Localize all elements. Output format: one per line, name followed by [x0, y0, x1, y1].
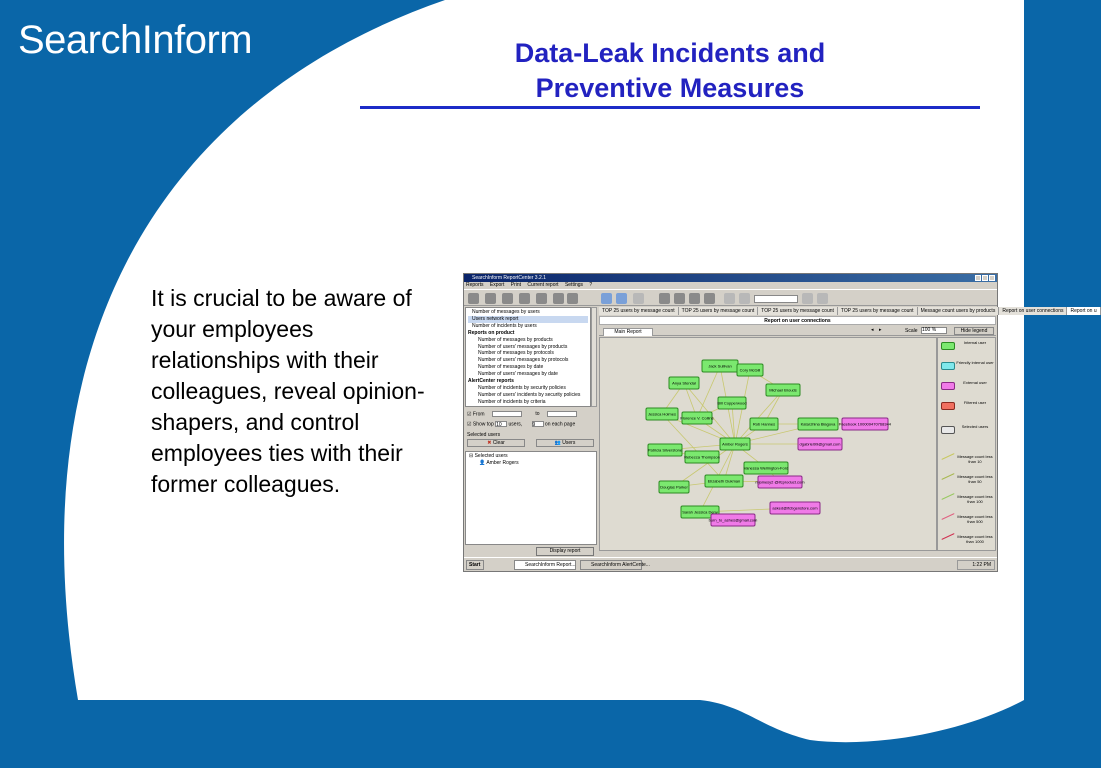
- close-icon[interactable]: [989, 275, 995, 281]
- clear-button[interactable]: [467, 439, 525, 447]
- graph-node-label: Jack Sullivan: [708, 363, 732, 369]
- network-graph: [599, 337, 937, 551]
- title-line-2: Preventive Measures: [535, 73, 805, 103]
- graph-node-label: Patricia Silverstone: [647, 447, 683, 453]
- scale-select[interactable]: 100 %: [921, 327, 947, 334]
- tree-item[interactable]: AlertCenter reports: [468, 378, 514, 385]
- graph-node-label: dgabriel99@gmail.com: [799, 441, 841, 447]
- graph-node[interactable]: [659, 481, 689, 493]
- forward-icon[interactable]: [616, 293, 627, 304]
- legend-swatch: [941, 342, 955, 350]
- tree-item[interactable]: Reports on product: [468, 329, 515, 336]
- graph-node[interactable]: [737, 364, 763, 376]
- group-label: Selected users: [474, 453, 508, 459]
- left-pane: [464, 307, 597, 557]
- report-icon[interactable]: [553, 293, 564, 304]
- to-date-field[interactable]: [547, 411, 577, 417]
- per-page-field[interactable]: 9: [532, 421, 544, 427]
- legend-swatch: [941, 453, 954, 460]
- tree-scrollbar[interactable]: [591, 307, 597, 407]
- report-title: Report on user connections: [599, 316, 996, 325]
- graph-node[interactable]: [648, 444, 683, 456]
- tree-item[interactable]: Number of users' incidents by security policies: [478, 391, 581, 398]
- display-report-button[interactable]: Display report: [536, 547, 594, 556]
- graph-node-label: Michael Brouds: [769, 387, 797, 393]
- zoom-icon[interactable]: [659, 293, 670, 304]
- report-icon[interactable]: [485, 293, 496, 304]
- report-icon[interactable]: [502, 293, 513, 304]
- toolbar: [464, 289, 997, 306]
- legend-label: Message count less than 50: [957, 474, 993, 484]
- tree-item[interactable]: Number of incidents by security policies: [478, 384, 566, 391]
- menu-export[interactable]: Export: [489, 282, 505, 288]
- report-icon[interactable]: [519, 293, 530, 304]
- scroll-left-icon[interactable]: ◂: [871, 327, 874, 333]
- graph-node[interactable]: [798, 438, 842, 450]
- graph-node-label: Rebecca Thompson: [684, 454, 720, 460]
- per-page-label: on each page: [544, 421, 576, 428]
- graph-node-label: Cory McGill: [739, 367, 761, 373]
- start-button[interactable]: Start: [466, 560, 484, 570]
- graph-node-label: Sarah Jessica Deny: [682, 509, 718, 515]
- graph-node[interactable]: [755, 476, 805, 488]
- prev-page-icon[interactable]: [739, 293, 750, 304]
- minimize-icon[interactable]: [975, 275, 981, 281]
- from-date-field[interactable]: [492, 411, 522, 417]
- chart-icon[interactable]: [704, 293, 715, 304]
- legend-swatch: [941, 493, 954, 500]
- taskbar-item-report[interactable]: SearchInform Report...: [514, 560, 576, 570]
- last-page-icon[interactable]: [817, 293, 828, 304]
- graph-node-label: Jessica Holmes: [647, 411, 677, 417]
- graph-node[interactable]: [702, 360, 738, 372]
- graph-node-label: Florence V. Collins: [680, 415, 714, 421]
- graph-node[interactable]: [646, 408, 678, 420]
- graph-node[interactable]: [744, 462, 789, 474]
- report-tab[interactable]: TOP 25 users by message count: [838, 307, 918, 315]
- graph-edge: [697, 366, 720, 418]
- menu-help[interactable]: ?: [589, 282, 593, 288]
- legend-label: Selected users: [961, 424, 989, 429]
- network-graph-svg: [600, 338, 938, 552]
- graph-node[interactable]: [680, 412, 713, 424]
- taskbar-item-alert[interactable]: SearchInform AlertCente...: [580, 560, 642, 570]
- show-top-label: Show top: [472, 421, 494, 428]
- legend-swatch: [941, 362, 955, 370]
- graph-node[interactable]: [717, 397, 746, 409]
- selected-users-group[interactable]: ⊟ Selected users: [469, 453, 508, 459]
- legend-swatch: [941, 533, 954, 540]
- report-tabs: [599, 307, 1097, 315]
- tree-item[interactable]: Number of incidents by users: [472, 322, 537, 329]
- next-page-icon[interactable]: [802, 293, 813, 304]
- clear-icon: ✖: [487, 440, 492, 446]
- zoom-icon[interactable]: [674, 293, 685, 304]
- graph-node-label: Douglas Parker: [660, 484, 688, 490]
- graph-node-label: Vanessa Wellington-Ford: [743, 465, 789, 471]
- tree-item[interactable]: Users network report: [468, 316, 588, 323]
- checkbox-icon[interactable]: ☑: [467, 421, 472, 428]
- graph-node-label: Elizabeth Dukman: [707, 478, 741, 484]
- right-pane: [599, 307, 1097, 557]
- report-tab[interactable]: TOP 25 users by message count: [679, 307, 759, 315]
- graph-node[interactable]: [705, 475, 743, 487]
- graph-node-label: Rob Hannes: [752, 421, 776, 427]
- selected-users-list: [465, 451, 597, 545]
- graph-node[interactable]: [770, 502, 820, 514]
- graph-node-label: Facebook 100009470768344: [838, 421, 892, 427]
- report-tab[interactable]: Message count users by products: [918, 307, 1000, 315]
- graph-node[interactable]: [766, 384, 800, 396]
- top-count-field[interactable]: 10: [495, 421, 507, 427]
- graph-node-label: asked@ifcbgenstore.com: [772, 505, 818, 511]
- graph-node-label: mjoinesy2 @ifcproduct.com: [755, 479, 805, 485]
- title-rule: [360, 106, 980, 109]
- graph-node[interactable]: [839, 418, 892, 430]
- report-tab[interactable]: Report on user connections: [999, 307, 1067, 315]
- legend-label: Internal user: [963, 340, 987, 345]
- tree-item[interactable]: Number of users' messages by date: [478, 371, 558, 378]
- to-label: to: [535, 411, 540, 418]
- taskbar: [464, 557, 997, 571]
- scale-label: Scale: [905, 328, 918, 334]
- graph-node-label: Bill Copperwood: [717, 400, 747, 406]
- report-tab[interactable]: TOP 25 users by message count: [758, 307, 838, 315]
- legend-label: External user: [963, 380, 987, 385]
- logo: SearchInform: [18, 18, 253, 62]
- body-text: It is crucial to be aware of your employees relationships with their colleagues, reveal opinion-shapers, and control employees ties with their former colleagues.: [151, 285, 425, 497]
- legend-panel: [937, 337, 996, 551]
- legend-swatch: [941, 426, 955, 434]
- graph-node-label: Amber Rogers: [722, 441, 748, 447]
- window-title-bar: [464, 274, 997, 282]
- users-button[interactable]: [536, 439, 594, 447]
- graph-node-label: Katarzhina Blagova: [800, 421, 836, 427]
- legend-label: Message count less than 10: [957, 454, 993, 464]
- legend-label: Message count less than 500: [957, 514, 993, 524]
- tab-main-report[interactable]: Main Report: [603, 328, 653, 336]
- report-tree: [465, 307, 591, 407]
- graph-node[interactable]: [669, 377, 699, 389]
- legend-label: Message count less than 100: [957, 494, 993, 504]
- report-icon[interactable]: [536, 293, 547, 304]
- selected-users-label: Selected users: [467, 432, 501, 438]
- graph-node-label: Anya Stendal: [672, 380, 696, 386]
- menu-reports[interactable]: Reports: [466, 282, 484, 288]
- users-label: users,: [508, 421, 523, 428]
- tree-item[interactable]: Number of messages by date: [478, 364, 544, 371]
- tree-item[interactable]: Number of messages by protocols: [478, 350, 554, 357]
- maximize-icon[interactable]: [982, 275, 988, 281]
- legend-label: Filtered user: [963, 400, 987, 405]
- hide-legend-button[interactable]: Hide legend: [954, 327, 994, 335]
- legend-label: Message count less than 1000: [957, 534, 993, 544]
- tree-item[interactable]: Number of messages by products: [478, 336, 553, 343]
- report-icon[interactable]: [468, 293, 479, 304]
- report-tab[interactable]: Report on u: [1067, 307, 1100, 315]
- selected-user-item[interactable]: 👤 Amber Rogers: [479, 460, 519, 466]
- graph-node[interactable]: [709, 514, 758, 526]
- page-field[interactable]: [754, 295, 798, 303]
- menu-bar: [464, 282, 997, 289]
- graph-node[interactable]: [720, 438, 750, 450]
- graph-node[interactable]: [750, 418, 778, 430]
- settings-icon[interactable]: [567, 293, 578, 304]
- first-page-icon[interactable]: [724, 293, 735, 304]
- legend-label: Friendly internal user: [956, 360, 994, 365]
- graph-node-label: burn_to_ashes@gmail.com: [708, 517, 758, 523]
- slide-title: [420, 36, 920, 106]
- window-title: SearchInform ReportCenter 3.2.1: [472, 275, 546, 281]
- report-bar: [599, 326, 996, 336]
- tree-item[interactable]: Number of users' messages by protocols: [478, 357, 569, 364]
- legend-swatch: [941, 513, 954, 520]
- app-screenshot: [463, 273, 1097, 572]
- refresh-icon[interactable]: [633, 293, 644, 304]
- title-line-1: Data-Leak Incidents and: [514, 38, 826, 68]
- scroll-right-icon[interactable]: ▸: [879, 327, 882, 333]
- user-label: Amber Rogers: [486, 460, 519, 466]
- tree-item[interactable]: Number of users' messages by products: [478, 343, 568, 350]
- menu-current-report[interactable]: Current report: [527, 282, 559, 288]
- tree-item[interactable]: Number of messages by users: [472, 309, 540, 315]
- legend-swatch: [941, 473, 954, 480]
- users-label-btn: Users: [562, 440, 576, 446]
- legend-swatch: [941, 402, 955, 410]
- clock: 1:22 PM: [957, 560, 995, 570]
- graph-node[interactable]: [684, 451, 720, 463]
- graph-node[interactable]: [798, 418, 838, 430]
- parameters-panel: [465, 408, 597, 450]
- back-icon[interactable]: [601, 293, 612, 304]
- checkbox-icon[interactable]: ☑: [467, 411, 472, 418]
- legend-swatch: [941, 382, 955, 390]
- users-icon: 👥: [554, 440, 561, 446]
- menu-settings[interactable]: Settings: [564, 282, 584, 288]
- report-tab[interactable]: TOP 25 users by message count: [599, 307, 679, 315]
- menu-print[interactable]: Print: [510, 282, 522, 288]
- from-label: From: [472, 411, 485, 418]
- globe-icon[interactable]: [689, 293, 700, 304]
- clear-label: Clear: [492, 440, 505, 446]
- tree-item[interactable]: Number of incidents by criteria: [478, 398, 546, 405]
